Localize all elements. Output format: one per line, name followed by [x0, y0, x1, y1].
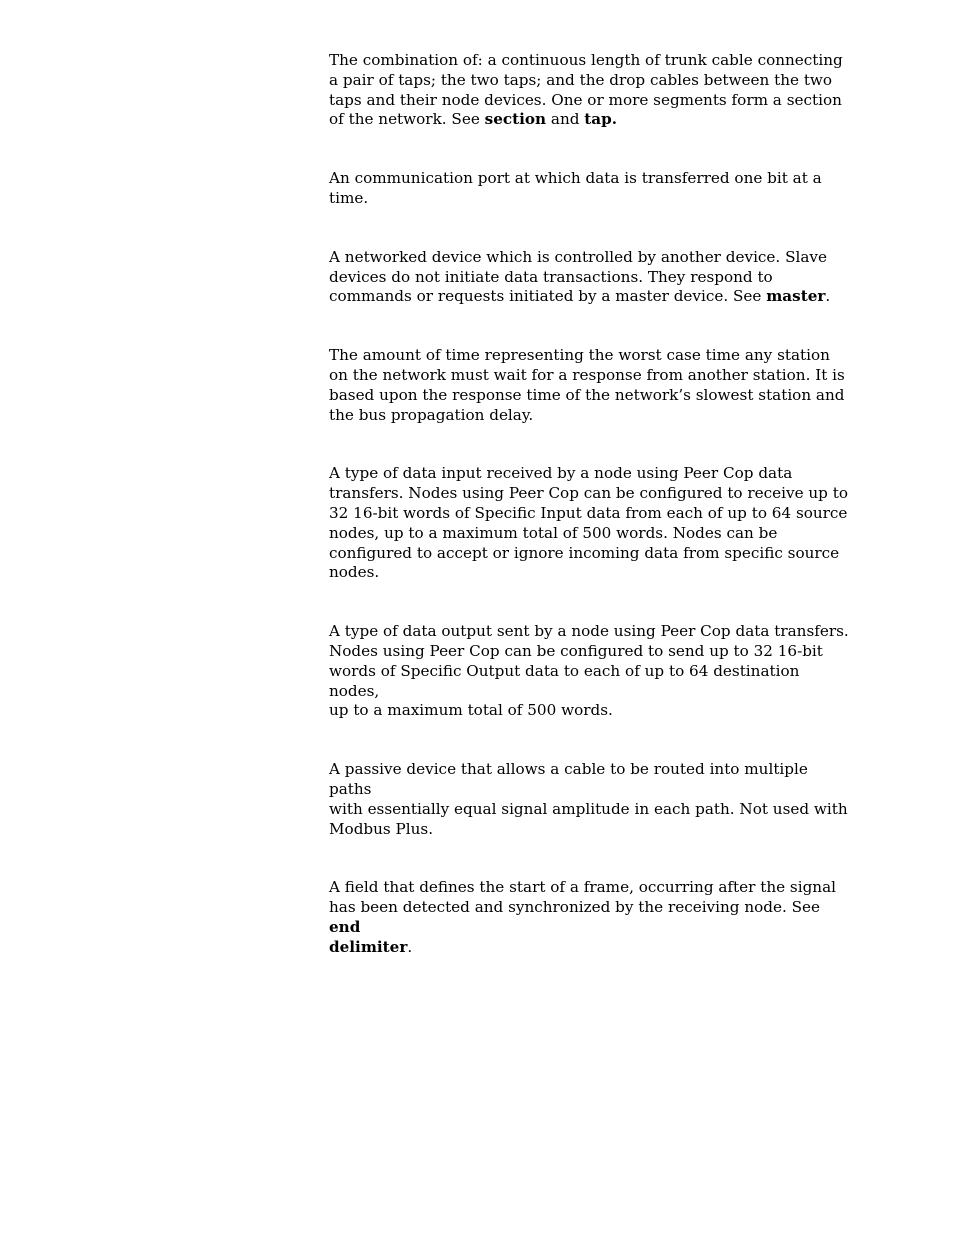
glossary-definition — [329, 51, 849, 130]
glossary-definition — [329, 760, 849, 839]
glossary-definition — [329, 346, 849, 425]
definition-text: and — [546, 110, 585, 129]
glossary-definitions — [329, 51, 849, 958]
glossary-definition — [329, 464, 849, 583]
definition-text: A field that defines the start of a frame, occurring after the signal has been detected and synchronized by the receiving node. See — [329, 878, 836, 917]
glossary-definition — [329, 622, 849, 721]
definition-text: A passive device that allows a cable to be routed into multiple paths with essentially equal signal amplitude in each path. Not used with Modbus Plus. — [329, 760, 848, 838]
definition-text: . — [825, 287, 831, 306]
definition-text: An communication port at which data is transferred one bit at a time. — [329, 169, 822, 207]
definition-text: A type of data output sent by a node using Peer Cop data transfers. Nodes using Peer Cop can be configured to send up to 32 16-bit words of Specific Output data to each of up to 64 destination nodes, up to a maximum total of 500 words. — [329, 622, 849, 720]
cross-reference-term: section — [484, 110, 547, 129]
cross-reference-term: tap. — [584, 110, 618, 129]
definition-text: The combination of: a continuous length of trunk cable connecting a pair of taps; the two taps; and the drop cables between the two taps and their node devices. One or more segments form a section of the network. See — [329, 51, 843, 129]
definition-text: A networked device which is controlled by another device. Slave devices do not initiate data transactions. They respond to commands or requests initiated by a master device. See — [329, 247, 827, 306]
definition-text: . — [407, 937, 413, 956]
definition-text: The amount of time representing the worst case time any station on the network must wait for a response from another station. It is based upon the response time of the network’s slowest station and the bus propagation delay. — [329, 346, 845, 424]
glossary-definition — [329, 248, 849, 307]
glossary-definition — [329, 878, 849, 957]
definition-text: A type of data input received by a node using Peer Cop data transfers. Nodes using Peer Cop can be configured to receive up to 32 16-bit words of Specific Input data from each of up to 64 source nodes, up to a maximum total of 500 words. Nodes can be configured to accept or ignore incoming data from specific source nodes. — [329, 464, 848, 582]
cross-reference-term: end delimiter — [329, 917, 408, 956]
glossary-definition — [329, 169, 849, 209]
cross-reference-term: master — [766, 287, 826, 306]
